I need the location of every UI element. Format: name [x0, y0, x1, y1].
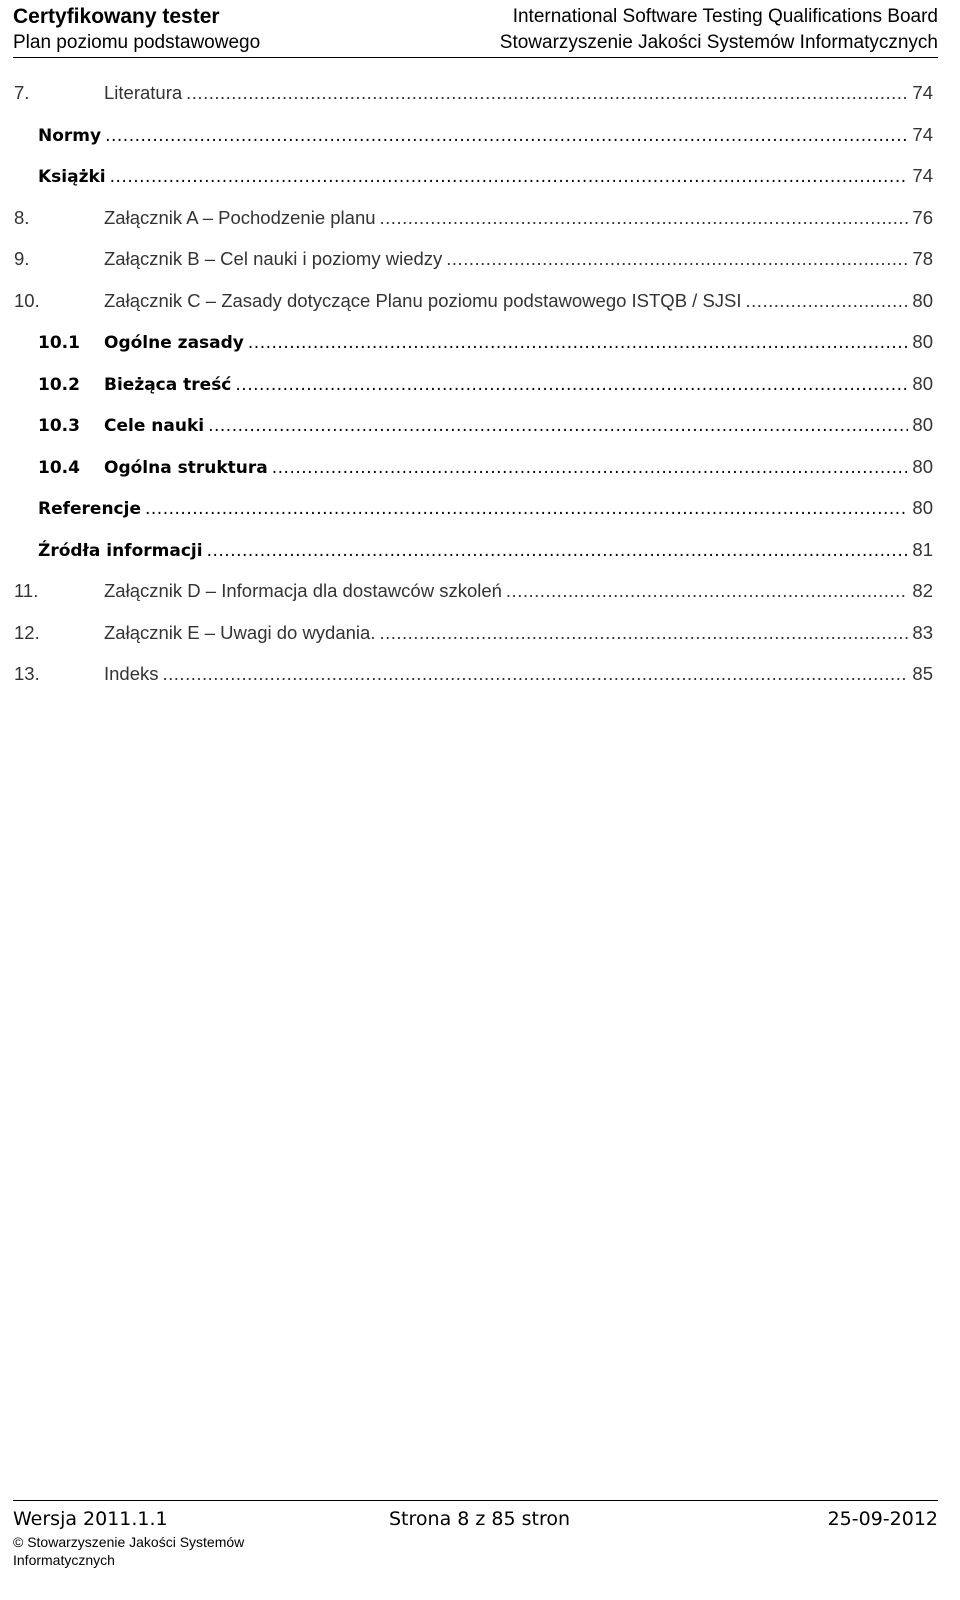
toc-entry-page: 74: [912, 123, 933, 145]
toc-dot-leader: [746, 290, 909, 312]
toc-entry-page: 80: [912, 455, 933, 477]
toc-entry[interactable]: [14, 331, 933, 373]
page-header: [13, 0, 938, 58]
toc-dot-leader: [379, 622, 908, 644]
toc-entry-page: 74: [912, 165, 933, 186]
toc-entry-title: Literatura: [104, 82, 183, 103]
toc-entry-title: Załącznik D – Informacja dla dostawców szkoleń: [104, 580, 502, 601]
header-left: [13, 4, 260, 56]
toc-entry[interactable]: [14, 373, 933, 415]
toc-entry-title: Źródła informacji: [38, 540, 203, 561]
page-number: Strona 8 z 85 stron: [389, 1508, 571, 1530]
toc-entry-number: 13.: [14, 663, 40, 684]
toc-entry-page: 80: [912, 497, 933, 518]
toc-entry-title: Załącznik A – Pochodzenie planu: [104, 206, 376, 228]
toc-entry-title: Ogólna struktura: [104, 457, 268, 478]
header-right: [500, 4, 938, 56]
toc-dot-leader: [208, 416, 908, 436]
toc-entry-title: Załącznik E – Uwagi do wydania.: [104, 621, 376, 643]
toc-entry-page: 80: [912, 289, 933, 311]
toc-entry[interactable]: [14, 124, 933, 166]
toc-dot-leader: [207, 541, 909, 561]
toc-entry-page: 74: [912, 82, 933, 103]
table-of-contents: [14, 82, 933, 705]
toc-entry-number: 10.4: [38, 457, 80, 478]
toc-entry-number: 7.: [14, 82, 30, 103]
copyright-notice: © Stowarzyszenie Jakości Systemów Informatycznych: [13, 1534, 245, 1568]
toc-entry-number: 9.: [14, 248, 30, 269]
toc-dot-leader: [186, 82, 908, 104]
toc-entry-title: Normy: [38, 125, 102, 146]
page-footer: [13, 1500, 938, 1600]
toc-entry-number: 11.: [14, 580, 39, 601]
toc-dot-leader: [248, 333, 909, 353]
toc-dot-leader: [145, 499, 908, 519]
toc-entry-page: 80: [912, 414, 933, 435]
toc-entry-title: Ogólne zasady: [104, 333, 244, 353]
toc-entry-title: Załącznik B – Cel nauki i poziomy wiedzy: [104, 248, 443, 269]
toc-entry-page: 81: [912, 538, 933, 560]
toc-entry[interactable]: [14, 622, 933, 664]
toc-entry[interactable]: [14, 414, 933, 456]
toc-entry[interactable]: [14, 456, 933, 498]
toc-entry[interactable]: [14, 165, 933, 207]
toc-entry-title: Cele nauki: [104, 416, 205, 436]
toc-dot-leader: [272, 458, 909, 478]
toc-entry[interactable]: [14, 248, 933, 290]
document-date: 25-09-2012: [827, 1508, 938, 1530]
toc-entry-page: 83: [912, 621, 933, 643]
toc-entry[interactable]: [14, 539, 933, 581]
toc-entry-title: Indeks: [104, 663, 159, 684]
toc-dot-leader: [506, 580, 909, 602]
toc-entry-page: 78: [912, 248, 933, 269]
toc-entry-number: 10.3: [38, 416, 80, 436]
toc-dot-leader: [163, 663, 909, 685]
toc-dot-leader: [110, 167, 909, 187]
document-title: Certyfikowany tester: [13, 5, 220, 28]
toc-entry-number: 10.1: [38, 333, 80, 353]
document-version: Wersja 2011.1.1: [13, 1508, 168, 1530]
toc-entry-title: Bieżąca treść: [104, 374, 232, 395]
toc-dot-leader: [380, 207, 909, 229]
toc-entry[interactable]: [14, 497, 933, 539]
toc-entry[interactable]: [14, 82, 933, 124]
toc-entry[interactable]: [14, 290, 933, 332]
toc-entry-title: Referencje: [38, 499, 141, 519]
toc-entry-number: 10.: [14, 289, 40, 311]
toc-entry[interactable]: [14, 663, 933, 705]
toc-entry-page: 85: [912, 663, 933, 684]
toc-dot-leader: [235, 375, 908, 395]
toc-entry-number: 8.: [14, 206, 30, 228]
toc-dot-leader: [446, 248, 908, 270]
toc-dot-leader: [105, 126, 908, 146]
toc-entry-page: 80: [912, 331, 933, 352]
toc-entry-page: 82: [912, 580, 933, 601]
organization-name-local: Stowarzyszenie Jakości Systemów Informatycznych: [499, 32, 938, 53]
document-subtitle: Plan poziomu podstawowego: [13, 32, 261, 53]
toc-entry[interactable]: [14, 207, 933, 249]
toc-entry-page: 76: [912, 206, 933, 228]
organization-name: International Software Testing Qualifications Board: [512, 6, 938, 27]
toc-entry-page: 80: [912, 372, 933, 394]
toc-entry-number: 12.: [14, 621, 40, 643]
toc-entry[interactable]: [14, 580, 933, 622]
toc-entry-title: Książki: [38, 167, 106, 187]
toc-entry-title: Załącznik C – Zasady dotyczące Planu poziomu podstawowego ISTQB / SJSI: [104, 289, 742, 311]
toc-entry-number: 10.2: [38, 374, 80, 395]
